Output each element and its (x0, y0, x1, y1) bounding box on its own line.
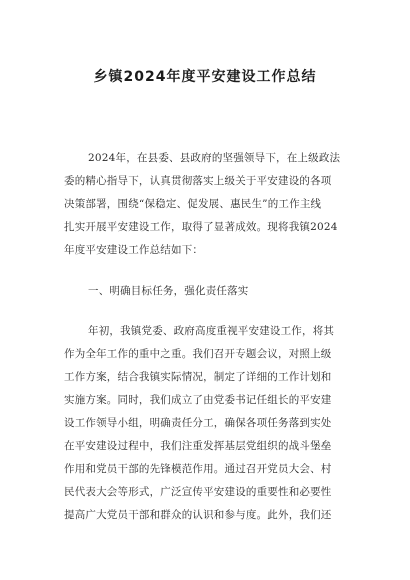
body-line-3: 工作方案，结合我镇实际情况，制定了详细的工作计划和 (64, 371, 332, 383)
body-line-8: 民代表大会等形式，广泛宣传平安建设的重要性和必要性 (64, 486, 332, 498)
body-line-2: 作为全年工作的重中之重。我们召开专题会议，对照上级 (64, 348, 332, 360)
body-line-6: 在平安建设过程中，我们注重发挥基层党组织的战斗堡垒 (64, 440, 332, 452)
body-line-5: 设工作领导小组，明确责任分工，确保各项任务落到实处 (64, 417, 332, 429)
body-line-1: 年初，我镇党委、政府高度重视平安建设工作，将其 (88, 325, 335, 337)
body-line-4: 实施方案。同时，我们成立了由党委书记任组长的平安建 (64, 394, 332, 406)
document-title: 乡镇2024年度平安建设工作总结 (93, 69, 317, 85)
intro-line-4: 扎实开展平安建设工作，取得了显著成效。现将我镇2024 (64, 221, 338, 233)
section-heading: 一、明确目标任务，强化责任落实 (88, 285, 249, 297)
body-line-7: 作用和党员干部的先锋模范作用。通过召开党员大会、村 (64, 463, 332, 475)
intro-line-5: 年度平安建设工作总结如下： (64, 244, 204, 256)
intro-line-1: 2024年，在县委、县政府的坚强领导下，在上级政法 (88, 152, 341, 164)
intro-line-2: 委的精心指导下，认真贯彻落实上级关于平安建设的各项 (64, 175, 332, 187)
body-line-9: 提高广大党员干部和群众的认识和参与度。此外，我们还 (64, 509, 332, 521)
intro-line-3: 决策部署，围绕“保稳定、促发展、惠民生”的工作主线 (64, 198, 322, 210)
